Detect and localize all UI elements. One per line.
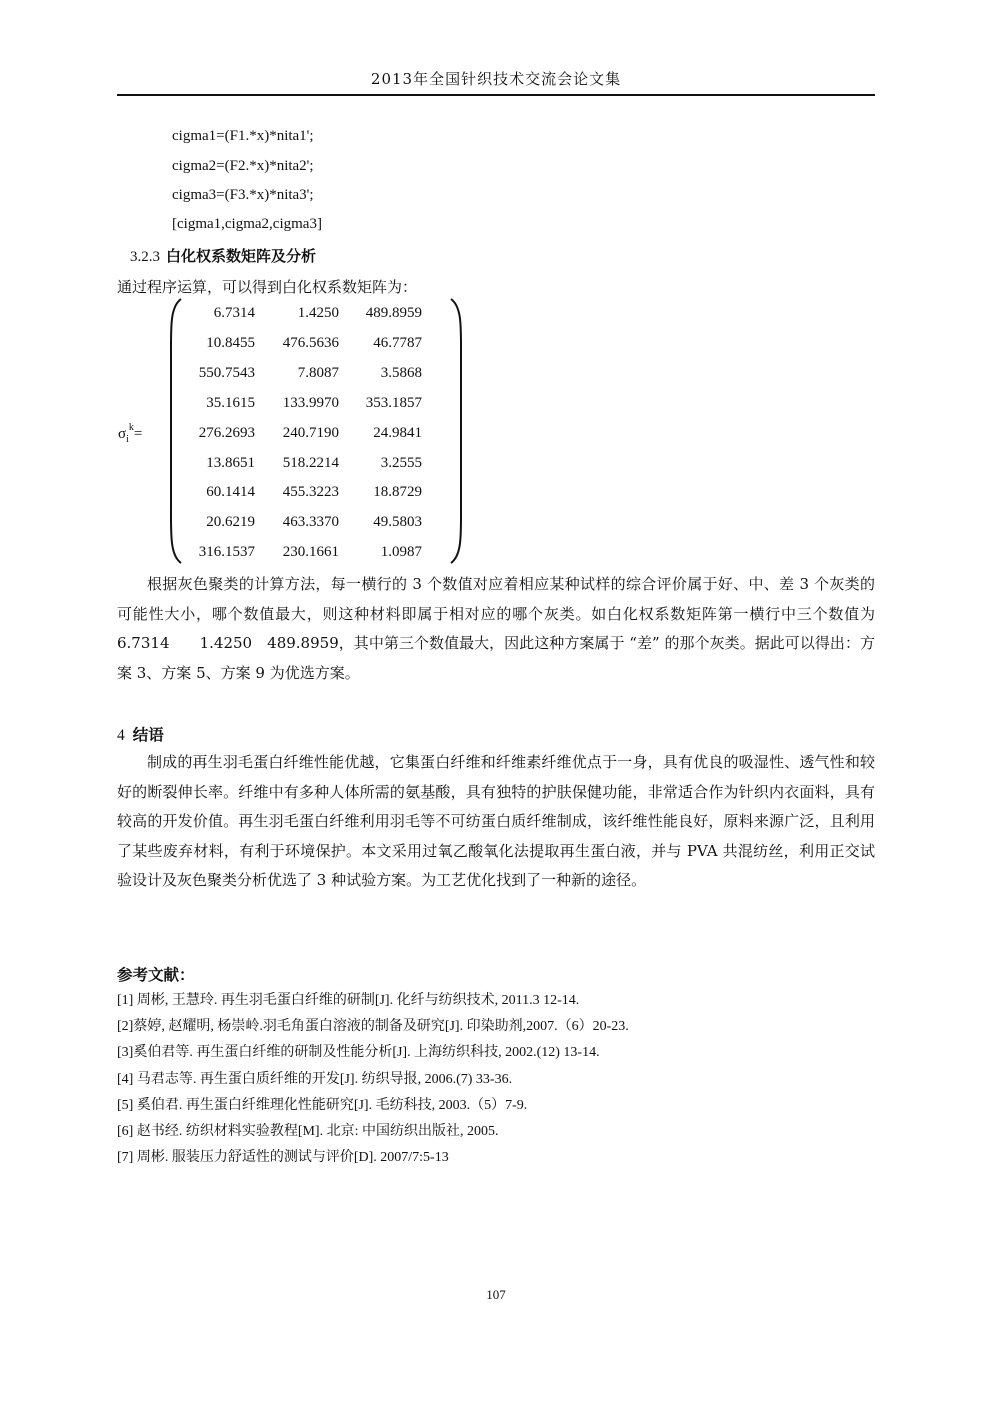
section-number: 4 xyxy=(117,727,125,744)
matrix-cell: 46.7787 xyxy=(373,334,422,351)
matrix-cell: 476.5636 xyxy=(282,334,339,351)
code-line: cigma1=(F1.*x)*nita1'; xyxy=(172,128,314,144)
reference-item: [6] 赵书经. 纺织材料实验教程[M]. 北京: 中国纺织出版社, 2005. xyxy=(117,1124,499,1139)
matrix-cell: 6.7314 xyxy=(213,305,255,321)
matrix-cell: 1.0987 xyxy=(380,544,422,561)
subsection-number: 3.2.3 xyxy=(130,249,160,265)
matrix-cell: 353.1857 xyxy=(365,394,422,411)
matrix-right-bracket xyxy=(448,297,466,565)
matrix-cell: 10.8455 xyxy=(206,334,255,351)
matrix-cell: 455.3223 xyxy=(282,484,339,501)
sigma-symbol: σ xyxy=(118,426,127,442)
sigma-superscript: k xyxy=(128,422,134,433)
matrix-cell: 276.2693 xyxy=(198,424,255,441)
matrix-cell: 3.2555 xyxy=(380,454,422,471)
subsection-heading xyxy=(130,245,316,266)
running-header: 2013年全国针织技术交流会论文集 xyxy=(370,70,622,88)
code-line: cigma3=(F3.*x)*nita3'; xyxy=(172,187,314,203)
matrix-cell: 1.4250 xyxy=(297,305,339,321)
matrix-cell: 18.8729 xyxy=(373,484,422,501)
matrix-cell: 24.9841 xyxy=(373,424,422,441)
matrix-cell: 133.9970 xyxy=(282,394,339,411)
page-number: 107 xyxy=(486,1287,506,1302)
section-heading xyxy=(117,723,164,745)
matrix-cell: 35.1615 xyxy=(206,394,255,411)
matrix-cell: 49.5803 xyxy=(373,514,422,531)
matrix-cell: 3.5868 xyxy=(380,364,422,381)
matrix-cell: 550.7543 xyxy=(198,364,255,381)
header-rule xyxy=(117,94,875,96)
analysis-paragraph: 根据灰色聚类的计算方法，每一横行的 3 个数值对应着相应某种试样的综合评价属于好、中、差 3 个灰类的可能性大小，哪个数值最大，则这种材料即属于相对应的哪个灰类。如白化权系数矩阵第一横行中三个数值为 6.7314 1.4250 489.8959，其中第三个数值最大，因此这种方案属于 “差” 的那个灰类。据此可以得出：方案 3、方案 5、方案 9 为优选方案。 xyxy=(117,575,875,682)
matrix-label xyxy=(118,424,142,445)
subsection-title: 白化权系数矩阵及分析 xyxy=(166,247,317,265)
matrix-cell: 7.8087 xyxy=(297,364,339,381)
references-title: 参考文献： xyxy=(117,966,195,984)
reference-item: [4] 马君志等. 再生蛋白质纤维的开发[J]. 纺织导报, 2006.(7) 33-36. xyxy=(117,1072,513,1087)
reference-item: [7] 周彬. 服装压力舒适性的测试与评价[D]. 2007/7:5-13 xyxy=(117,1150,449,1165)
reference-item: [1] 周彬, 王慧玲. 再生羽毛蛋白纤维的研制[J]. 化纤与纺织技术, 2011.3 12-14. xyxy=(117,993,580,1008)
matrix-cell: 230.1661 xyxy=(282,544,339,561)
matrix-cell: 518.2214 xyxy=(282,454,339,471)
matrix-cell: 316.1537 xyxy=(198,544,255,561)
code-line: [cigma1,cigma2,cigma3] xyxy=(172,216,322,232)
reference-item: [5] 奚伯君. 再生蛋白纤维理化性能研究[J]. 毛纺科技, 2003.（5）7-9. xyxy=(117,1098,528,1113)
conclusion-paragraph: 制成的再生羽毛蛋白纤维性能优越，它集蛋白纤维和纤维素纤维优点于一身，具有优良的吸湿性、透气性和较好的断裂伸长率。纤维中有多种人体所需的氨基酸，具有独特的护肤保健功能，非常适合作为针织内衣面料，具有较高的开发价值。再生羽毛蛋白纤维利用羽毛等不可纺蛋白质纤维制成，该纤维性能良好，原料来源广泛，且利用了某些废弃材料，有利于环境保护。本文采用过氧乙酸氧化法提取再生蛋白液，并与 PVA 共混纺丝，利用正交试验设计及灰色聚类分析优选了 3 种试验方案。为工艺优化找到了一种新的途径。 xyxy=(117,753,875,889)
matrix-cell: 60.1414 xyxy=(206,484,255,501)
sigma-subscript: i xyxy=(126,434,129,445)
reference-item: [2]蔡婷, 赵耀明, 杨崇岭.羽毛角蛋白溶液的制备及研究[J]. 印染助剂,2007.（6）20-23. xyxy=(117,1019,629,1034)
matrix-cell: 489.8959 xyxy=(365,305,422,321)
equals-sign: = xyxy=(133,426,143,442)
reference-item: [3]奚伯君等. 再生蛋白纤维的研制及性能分析[J]. 上海纺织科技, 2002.(12) 13-14. xyxy=(117,1045,600,1060)
matrix-cell: 463.3370 xyxy=(282,514,339,531)
matrix-cell: 20.6219 xyxy=(206,514,255,531)
code-line: cigma2=(F2.*x)*nita2'; xyxy=(172,158,314,174)
section-title: 结语 xyxy=(132,726,164,744)
matrix-cell: 13.8651 xyxy=(206,454,255,471)
matrix-cell: 240.7190 xyxy=(282,424,339,441)
matrix-intro: 通过程序运算，可以得到白化权系数矩阵为： xyxy=(117,278,418,296)
